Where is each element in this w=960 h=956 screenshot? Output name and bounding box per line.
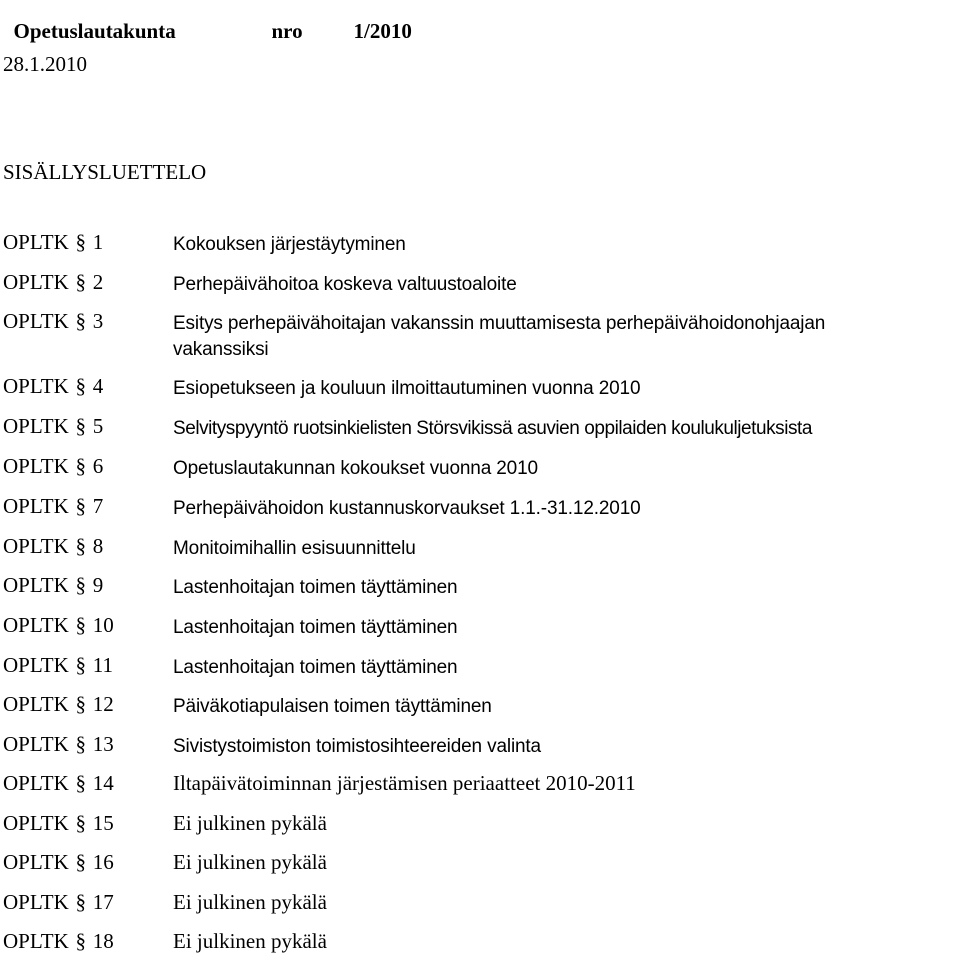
item-number: 3	[92, 309, 104, 333]
toc-item	[3, 232, 960, 256]
item-title: Selvityspyyntö ruotsinkielisten Störsvikissä asuvien oppilaiden koulukuljetuksista	[173, 418, 812, 439]
toc-item	[3, 615, 960, 639]
item-title: Kokouksen järjestäytyminen	[173, 234, 406, 255]
item-title: Opetuslautakunnan kokoukset vuonna 2010	[173, 458, 538, 479]
section-sign: §	[75, 653, 86, 677]
item-title: Esitys perhepäivähoitajan vakanssin muuttamisesta perhepäivähoidonohjaajan	[173, 313, 826, 334]
item-number: 16	[92, 850, 114, 874]
toc-item	[3, 536, 960, 560]
item-title: Perhepäivähoitoa koskeva valtuustoaloite	[173, 274, 517, 295]
item-title: Ei julkinen pykälä	[173, 850, 327, 874]
item-number: 17	[92, 890, 114, 914]
toc-item	[3, 272, 960, 296]
section-sign: §	[75, 494, 86, 518]
section-sign: §	[75, 230, 86, 254]
item-code: OPLTK	[3, 613, 69, 637]
toc-item	[3, 456, 960, 480]
section-sign: §	[75, 771, 86, 795]
section-sign: §	[75, 850, 86, 874]
section-sign: §	[75, 732, 86, 756]
item-code: OPLTK	[3, 374, 69, 398]
item-title: Lastenhoitajan toimen täyttäminen	[173, 577, 458, 598]
section-sign: §	[75, 374, 86, 398]
item-code: OPLTK	[3, 732, 69, 756]
toc-item	[3, 655, 960, 679]
toc-item	[3, 311, 960, 361]
item-code: OPLTK	[3, 454, 69, 478]
board-name: Opetuslautakunta	[13, 19, 176, 43]
item-number: 15	[92, 811, 114, 835]
item-number: 14	[92, 771, 114, 795]
meeting-date: 28.1.2010	[3, 52, 87, 76]
item-code: OPLTK	[3, 414, 69, 438]
item-title: Päiväkotiapulaisen toimen täyttäminen	[173, 696, 492, 717]
item-number: 11	[92, 653, 113, 677]
item-code: OPLTK	[3, 692, 69, 716]
item-code: OPLTK	[3, 771, 69, 795]
item-title: Lastenhoitajan toimen täyttäminen	[173, 617, 458, 638]
item-title: Sivistystoimiston toimistosihteereiden valinta	[173, 736, 541, 757]
toc-item	[3, 734, 960, 758]
item-title: Perhepäivähoidon kustannuskorvaukset 1.1.-31.12.2010	[173, 498, 641, 519]
item-number: 13	[92, 732, 114, 756]
section-sign: §	[75, 414, 86, 438]
item-number: 8	[92, 534, 104, 558]
item-number: 1	[92, 230, 104, 254]
toc-heading: SISÄLLYSLUETTELO	[3, 160, 207, 184]
section-sign: §	[75, 890, 86, 914]
item-code: OPLTK	[3, 534, 69, 558]
section-sign: §	[75, 613, 86, 637]
item-code: OPLTK	[3, 850, 69, 874]
item-title: Lastenhoitajan toimen täyttäminen	[173, 657, 458, 678]
item-number: 10	[92, 613, 114, 637]
section-sign: §	[75, 454, 86, 478]
item-number: 12	[92, 692, 114, 716]
section-sign: §	[75, 692, 86, 716]
item-number: 7	[92, 494, 104, 518]
toc-item	[3, 892, 960, 916]
section-sign: §	[75, 309, 86, 333]
item-number: 5	[92, 414, 104, 438]
item-code: OPLTK	[3, 811, 69, 835]
item-code: OPLTK	[3, 653, 69, 677]
item-code: OPLTK	[3, 270, 69, 294]
toc-item	[3, 931, 960, 955]
item-title: Iltapäivätoiminnan järjestämisen periaatteet 2010-2011	[173, 771, 636, 795]
item-number: 6	[92, 454, 104, 478]
toc-item	[3, 416, 960, 440]
meeting-number: 1/2010	[353, 19, 412, 43]
item-code: OPLTK	[3, 309, 69, 333]
item-title: Monitoimihallin esisuunnittelu	[173, 538, 416, 559]
item-title: Ei julkinen pykälä	[173, 890, 327, 914]
toc-item	[3, 852, 960, 876]
section-sign: §	[75, 929, 86, 953]
item-number: 4	[92, 374, 104, 398]
item-title-continuation: vakanssiksi	[173, 339, 269, 360]
item-number: 9	[92, 573, 104, 597]
toc-item	[3, 376, 960, 400]
toc-item	[3, 575, 960, 599]
item-title: Ei julkinen pykälä	[173, 929, 327, 953]
item-number: 18	[92, 929, 114, 953]
item-code: OPLTK	[3, 890, 69, 914]
item-number: 2	[92, 270, 104, 294]
item-code: OPLTK	[3, 929, 69, 953]
item-title: Ei julkinen pykälä	[173, 811, 327, 835]
section-sign: §	[75, 534, 86, 558]
document-header	[3, 0, 412, 42]
item-code: OPLTK	[3, 230, 69, 254]
toc-item	[3, 694, 960, 718]
section-sign: §	[75, 270, 86, 294]
toc-item	[3, 496, 960, 520]
toc-item	[3, 813, 960, 837]
number-label: nro	[271, 19, 303, 43]
section-sign: §	[75, 811, 86, 835]
section-sign: §	[75, 573, 86, 597]
toc-item	[3, 773, 960, 797]
item-code: OPLTK	[3, 573, 69, 597]
item-code: OPLTK	[3, 494, 69, 518]
item-title: Esiopetukseen ja kouluun ilmoittautuminen vuonna 2010	[173, 378, 641, 399]
